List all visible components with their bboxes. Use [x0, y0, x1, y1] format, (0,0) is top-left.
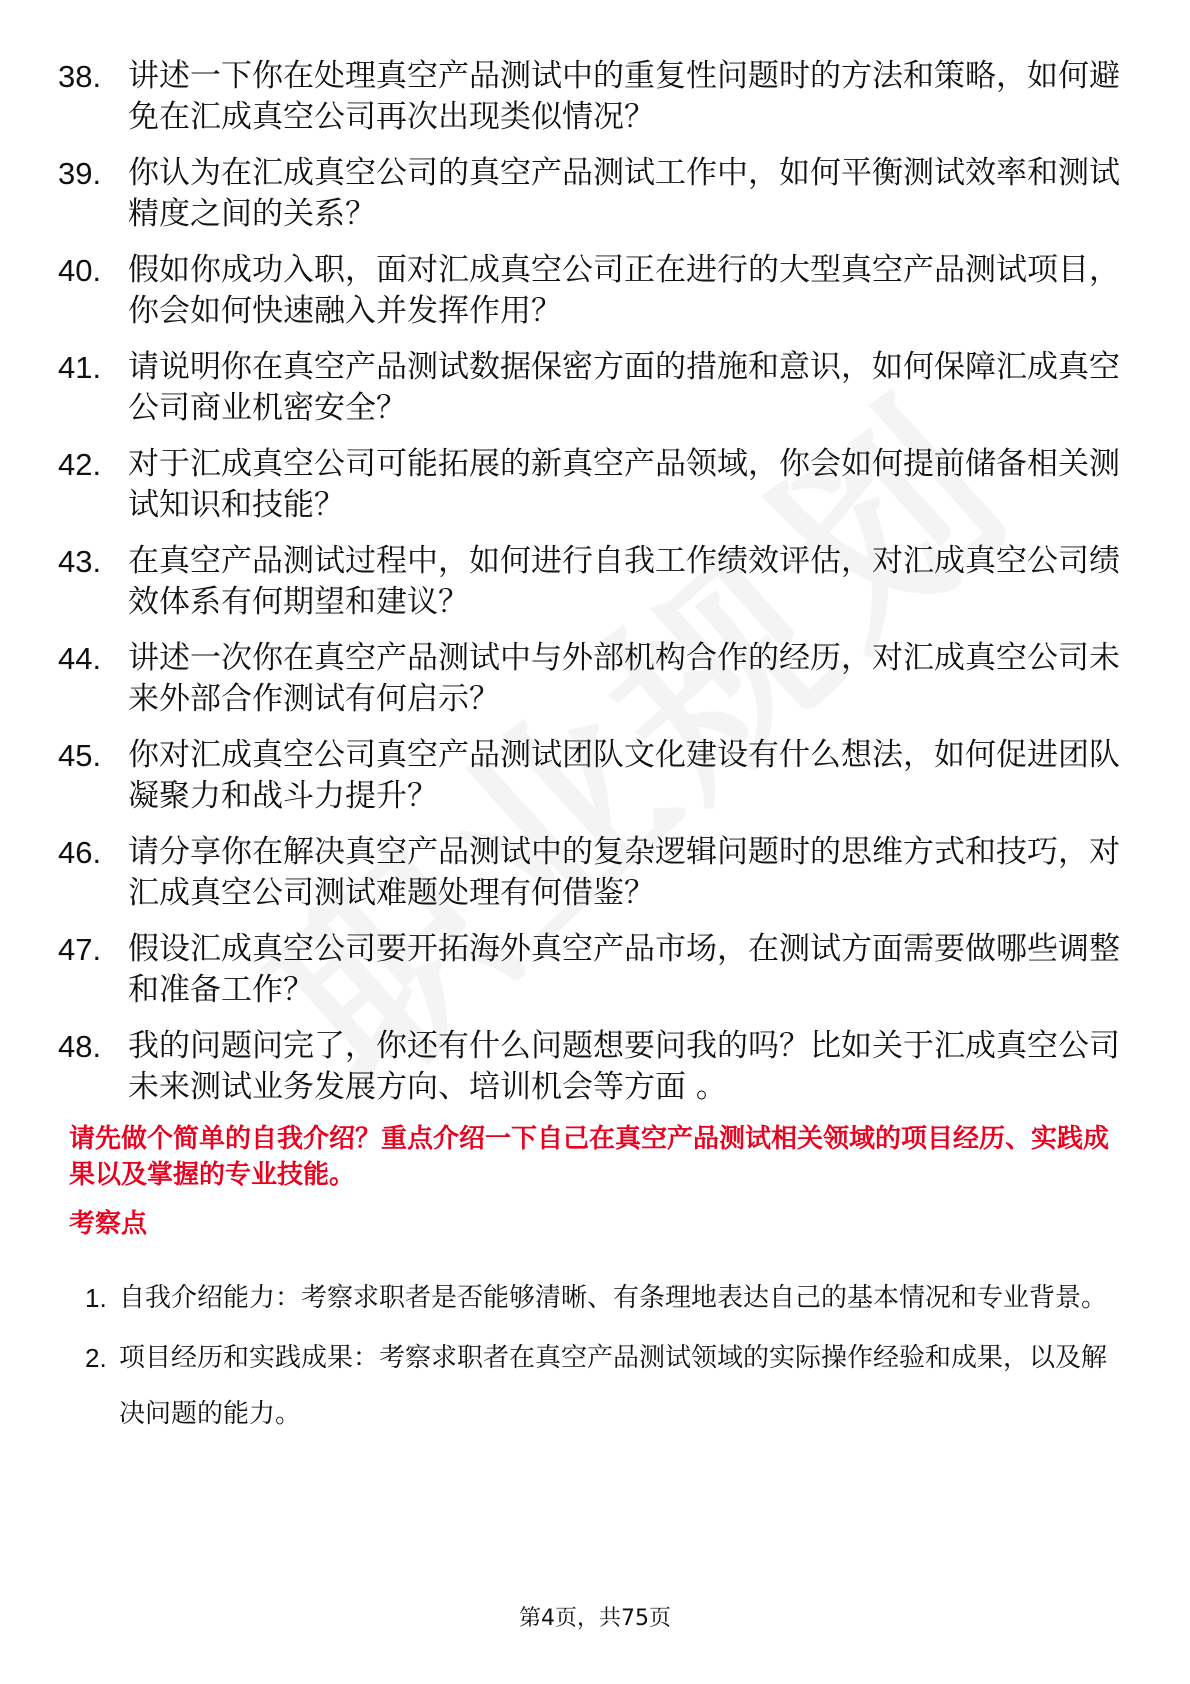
list-item [58, 638, 1138, 720]
point-number: 1. [85, 1283, 107, 1313]
question-text: 对于汇成真空公司可能拓展的新真空产品领域，你会如何提前储备相关测试知识和技能？ [128, 446, 1120, 523]
list-item [58, 250, 1138, 332]
question-text: 你认为在汇成真空公司的真空产品测试工作中，如何平衡测试效率和测试精度之间的关系？ [128, 155, 1120, 232]
question-number: 47. [58, 932, 102, 967]
question-number: 43. [58, 544, 102, 579]
question-number: 42. [58, 447, 102, 482]
question-text: 请说明你在真空产品测试数据保密方面的措施和意识，如何保障汇成真空公司商业机密安全？ [128, 349, 1120, 426]
question-text: 我的问题问完了，你还有什么问题想要问我的吗？比如关于汇成真空公司未来测试业务发展方向、培训机会等方面 。 [128, 1028, 1120, 1105]
point-text: 自我介绍能力：考察求职者是否能够清晰、有条理地表达自己的基本情况和专业背景。 [119, 1283, 1108, 1313]
list-item [58, 929, 1138, 1011]
question-text: 你对汇成真空公司真空产品测试团队文化建设有什么想法，如何促进团队凝聚力和战斗力提升？ [128, 737, 1120, 814]
list-item [58, 832, 1138, 914]
list-item [58, 1026, 1138, 1108]
question-number: 41. [58, 350, 102, 385]
list-item [58, 56, 1138, 138]
point-text: 项目经历和实践成果：考察求职者在真空产品测试领域的实际操作经验和成果，以及解决问题的能力。 [119, 1343, 1108, 1429]
question-text: 假设汇成真空公司要开拓海外真空产品市场，在测试方面需要做哪些调整和准备工作？ [128, 931, 1120, 1008]
question-text: 假如你成功入职，面对汇成真空公司正在进行的大型真空产品测试项目，你会如何快速融入并发挥作用？ [128, 252, 1120, 329]
question-text: 在真空产品测试过程中，如何进行自我工作绩效评估，对汇成真空公司绩效体系有何期望和建议？ [128, 543, 1120, 620]
question-text: 讲述一次你在真空产品测试中与外部机构合作的经历，对汇成真空公司未来外部合作测试有何启示？ [128, 640, 1120, 717]
question-list [58, 56, 1138, 1123]
list-item [58, 735, 1138, 817]
question-text: 请分享你在解决真空产品测试中的复杂逻辑问题时的思维方式和技巧，对汇成真空公司测试难题处理有何借鉴？ [128, 834, 1120, 911]
assessment-points [85, 1270, 1125, 1446]
point-number: 2. [85, 1343, 107, 1373]
list-item [85, 1330, 1125, 1442]
question-number: 46. [58, 835, 102, 870]
list-item [58, 444, 1138, 526]
list-item [85, 1270, 1125, 1326]
question-number: 38. [58, 59, 102, 94]
question-number: 44. [58, 641, 102, 676]
page-footer: 第4页，共75页 [519, 1606, 671, 1631]
question-number: 40. [58, 253, 102, 288]
list-item [58, 541, 1138, 623]
question-number: 45. [58, 738, 102, 773]
question-text: 讲述一下你在处理真空产品测试中的重复性问题时的方法和策略，如何避免在汇成真空公司再次出现类似情况？ [128, 58, 1120, 135]
list-item [58, 153, 1138, 235]
question-number: 39. [58, 156, 102, 191]
question-number: 48. [58, 1029, 102, 1064]
section-title: 考察点 [69, 1209, 148, 1239]
list-item [58, 347, 1138, 429]
highlighted-question: 请先做个简单的自我介绍？重点介绍一下自己在真空产品测试相关领域的项目经历、实践成果以及掌握的专业技能。 [69, 1124, 1110, 1190]
